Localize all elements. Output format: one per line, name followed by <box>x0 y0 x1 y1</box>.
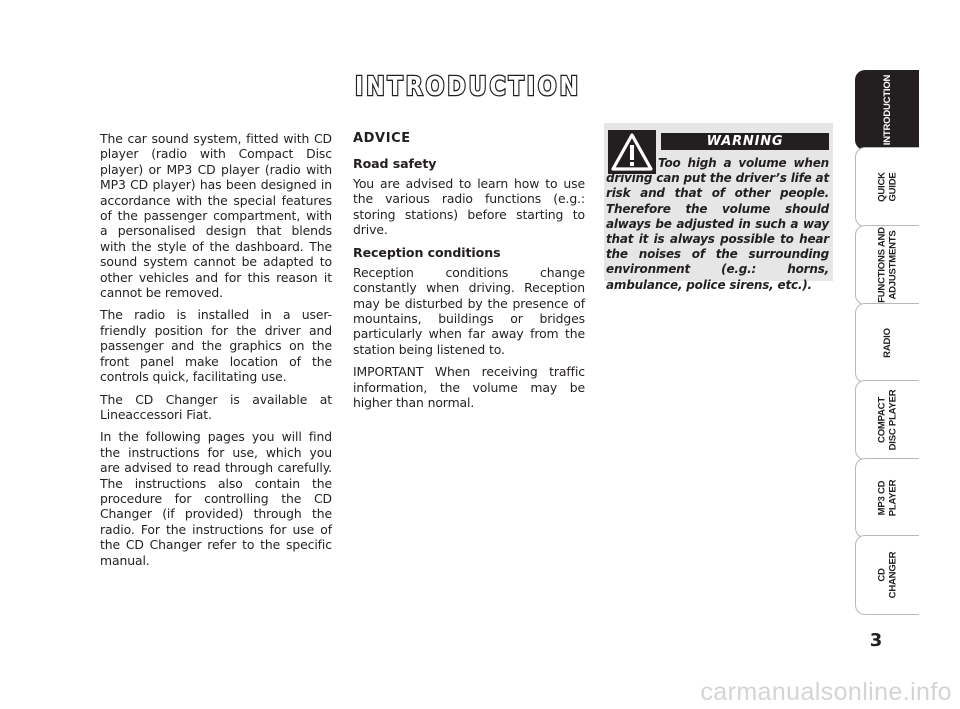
tab-label: QUICK GUIDE <box>876 172 898 202</box>
important-note: IMPORTANT When receiving traffic information, the volume may be higher than normal. <box>353 364 585 411</box>
road-safety-text: You are advised to learn how to use the various radio functions (e.g.: storing stations) before starting to drive. <box>353 175 585 238</box>
warning-text: Too high a volume when driving can put the driver’s life at risk and that of other people. Therefore the volume should always be adjusted in such a way that it is always possible to hear the noises of the surrounding environment (e.g.: horns, ambulance, police sirens, etc.). <box>606 156 829 292</box>
tab-label: COMPACT DISC PLAYER <box>876 389 898 451</box>
warning-icon-spacer <box>606 156 658 170</box>
section-tabs <box>855 70 920 614</box>
intro-paragraph: The radio is installed in a user-friendly position for the driver and passenger and the graphics on the front panel make location of the controls quick, facilitating use. <box>100 307 332 385</box>
watermark: carmanualsonline.info <box>700 678 952 706</box>
page-title <box>352 66 584 106</box>
advice-heading: ADVICE <box>353 131 411 146</box>
page-title-text: INTRODUCTION <box>355 72 581 102</box>
intro-paragraph: In the following pages you will find the instructions for use, which you are advised to read through carefully. The instructions also contain the procedure for controlling the CD Changer (if provided) through the radio. For the instructions for use of the CD Changer refer to the specific manual. <box>100 429 332 568</box>
tab-radio[interactable] <box>855 303 919 383</box>
warning-box <box>604 123 833 292</box>
tab-introduction[interactable] <box>855 70 919 150</box>
tab-mp3-cd-player[interactable] <box>855 458 919 538</box>
tab-label: FUNCTIONS AND ADJUSTMENTS <box>876 227 898 303</box>
tab-functions-and-adjustments[interactable] <box>855 225 919 305</box>
tab-compact-disc-player[interactable] <box>855 380 919 460</box>
tab-quick-guide[interactable] <box>855 147 919 227</box>
intro-column <box>100 131 332 575</box>
tab-label: INTRODUCTION <box>881 74 893 146</box>
road-safety-subheading: Road safety <box>353 156 437 172</box>
warning-label: WARNING <box>661 133 829 150</box>
advice-column <box>353 131 585 418</box>
intro-paragraph: The car sound system, fitted with CD player (radio with Compact Disc player) or MP3 CD player (radio with MP3 CD player) has been designed in accordance with the special features of the passenger compartment, with a personalised design that blends with the style of the dashboard. The sound system cannot be adapted to other vehicles and for this reason it cannot be removed. <box>100 131 332 301</box>
warning-text-block <box>606 156 829 293</box>
reception-text: Reception conditions change constantly when driving. Reception may be disturbed by the presence of mountains, buildings or bridges particularly when far away from the station being listened to. <box>353 264 585 357</box>
reception-subheading: Reception conditions <box>353 245 501 261</box>
page-number: 3 <box>869 630 883 651</box>
tab-label: MP3 CD PLAYER <box>876 479 898 517</box>
tab-cd-changer[interactable] <box>855 535 919 615</box>
intro-paragraph: The CD Changer is available at Lineaccessori Fiat. <box>100 391 332 422</box>
tab-label: CD CHANGER <box>876 551 898 599</box>
tab-label: RADIO <box>881 328 893 358</box>
